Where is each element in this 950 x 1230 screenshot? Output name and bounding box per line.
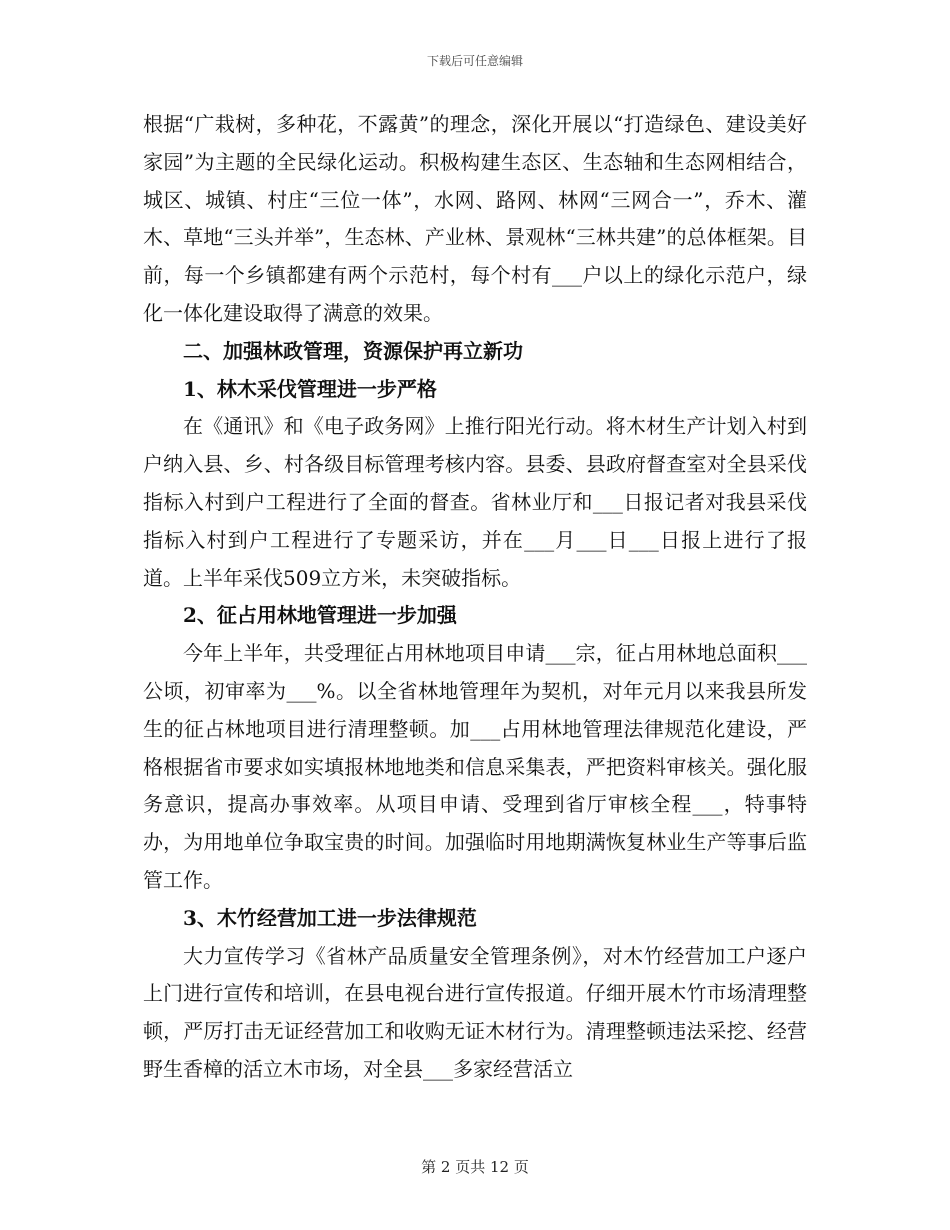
paragraph-logging: 在《通讯》和《电子政务网》上推行阳光行动。将木材生产计划入村到户纳入县、乡、村各级目标管理考核内容。县委、县政府督查室对全县采伐指标入村到户工程进行了全面的督查。省林业厅和___日报记者对我县采伐指标入村到户工程进行了专题采访，并在___月___日___日报上进行了报道。上半年采伐509立方米，未突破指标。 bbox=[143, 414, 807, 590]
paragraph-land-use: 今年上半年，共受理征占用林地项目申请___宗，征占用林地总面积___公顷，初审率为___%。以全省林地管理年为契机，对年元月以来我县所发生的征占林地项目进行清理整顿。加___占用林地管理法律规范化建设，严格根据省市要求如实填报林地地类和信息采集表，严把资料审核关。强化服务意识，提高办事效率。从项目申请、受理到省厅审核全程___，特事特办，为用地单位争取宝贵的时间。加强临时用地期满恢复林业生产等事后监管工作。 bbox=[143, 641, 807, 892]
section-heading-forest-management: 二、加强林政管理，资源保护再立新功 bbox=[183, 338, 523, 363]
paragraph-greening: 根据“广栽树，多种花，不露黄”的理念，深化开展以“打造绿色、建设美好家园”为主题的全民绿化运动。积极构建生态区、生态轴和生态网相结合，城区、城镇、村庄“三位一体”，水网、路网、林网“三网合一”，乔木、灌木、草地“三头并举”，生态林、产业林、景观林“三林共建”的总体框架。目前，每一个乡镇都建有两个示范村，每个村有___户以上的绿化示范户，绿化一体化建设取得了满意的效果。 bbox=[143, 112, 807, 325]
paragraph-timber-processing: 大力宣传学习《省林产品质量安全管理条例》，对木竹经营加工户逐户上门进行宣传和培训，在县电视台进行宣传报道。仔细开展木竹市场清理整顿，严厉打击无证经营加工和收购无证木材行为。清理整顿违法采挖、经营野生香樟的活立木市场，对全县___多家经营活立 bbox=[143, 943, 807, 1081]
page-footer: 第 2 页共 12 页 bbox=[421, 1158, 529, 1176]
subheading-timber-processing: 3、木竹经营加工进一步法律规范 bbox=[183, 905, 477, 930]
page-header: 下载后可任意编辑 bbox=[426, 54, 523, 68]
document-body bbox=[143, 106, 807, 1089]
subheading-logging: 1、林木采伐管理进一步严格 bbox=[183, 376, 437, 401]
subheading-land-use: 2、征占用林地管理进一步加强 bbox=[183, 603, 457, 628]
